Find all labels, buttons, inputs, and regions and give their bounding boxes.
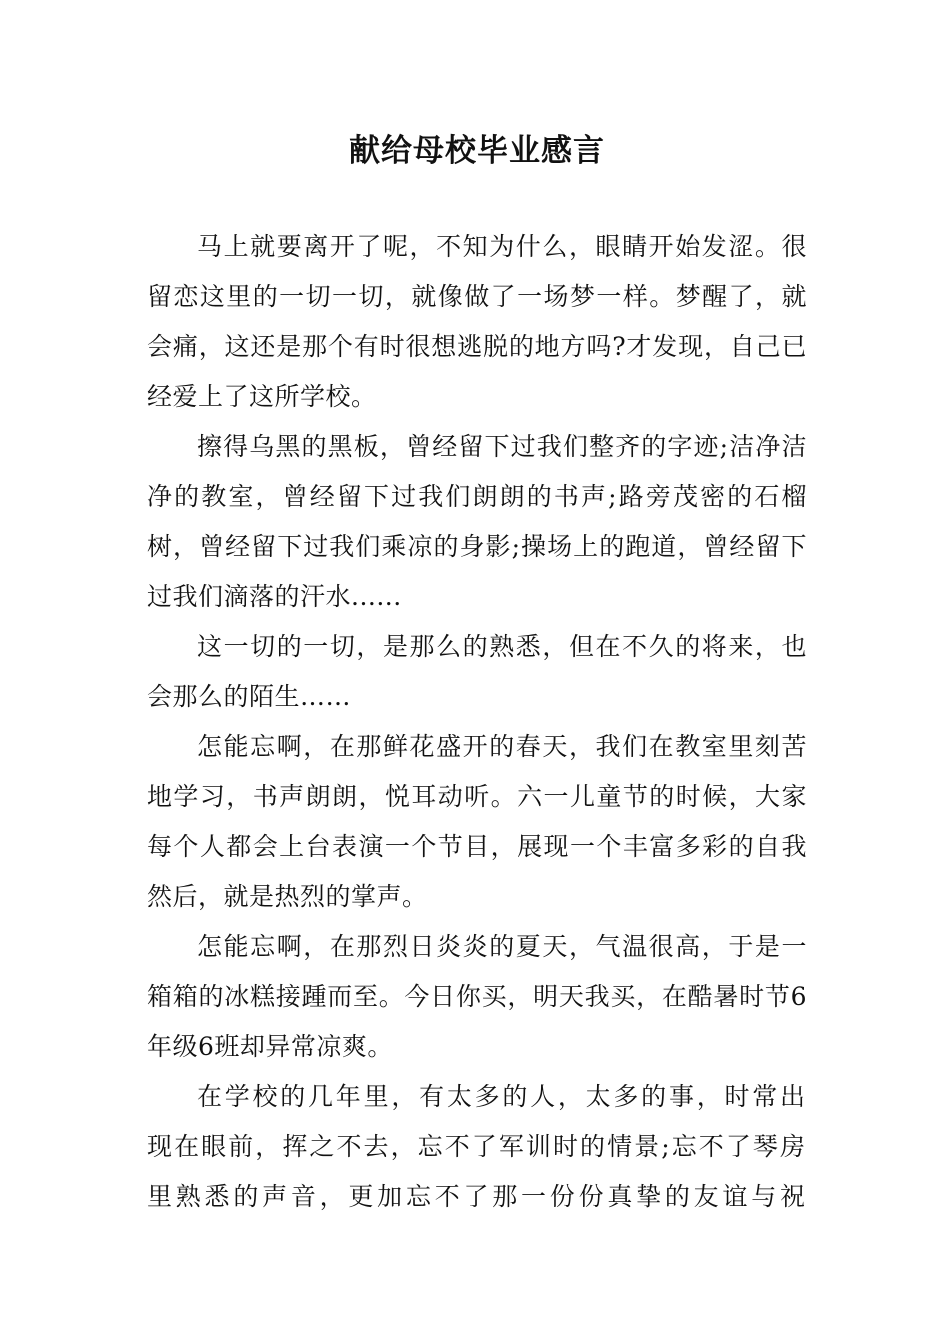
paragraph-3: 这一切的一切，是那么的熟悉，但在不久的将来，也会那么的陌生…… xyxy=(147,632,807,711)
paragraph-2: 擦得乌黑的黑板，曾经留下过我们整齐的字迹;洁净洁净的教室，曾经留下过我们朗朗的书声;路旁茂密的石榴树，曾经留下过我们乘凉的身影;操场上的跑道，曾经留下过我们滴落的汗水...... xyxy=(147,432,807,611)
paragraph-4: 怎能忘啊，在那鲜花盛开的春天，我们在教室里刻苦地学习，书声朗朗，悦耳动听。六一儿童节的时候，大家每个人都会上台表演一个节目，展现一个丰富多彩的自我然后，就是热烈的掌声。 xyxy=(147,732,807,911)
document-body xyxy=(147,222,807,1222)
paragraph-1: 马上就要离开了呢，不知为什么，眼睛开始发涩。很留恋这里的一切一切，就像做了一场梦一样。梦醒了，就会痛，这还是那个有时很想逃脱的地方吗?才发现，自己已经爱上了这所学校。 xyxy=(147,232,807,411)
paragraph-6: 在学校的几年里，有太多的人，太多的事，时常出现在眼前，挥之不去，忘不了军训时的情景;忘不了琴房里熟悉的声音，更加忘不了那一份份真挚的友谊与祝 xyxy=(147,1082,807,1211)
paragraph-5: 怎能忘啊，在那烈日炎炎的夏天，气温很高，于是一箱箱的冰糕接踵而至。今日你买，明天我买，在酷暑时节6年级6班却异常凉爽。 xyxy=(147,932,807,1061)
page-title: 献给母校毕业感言 xyxy=(349,133,605,169)
